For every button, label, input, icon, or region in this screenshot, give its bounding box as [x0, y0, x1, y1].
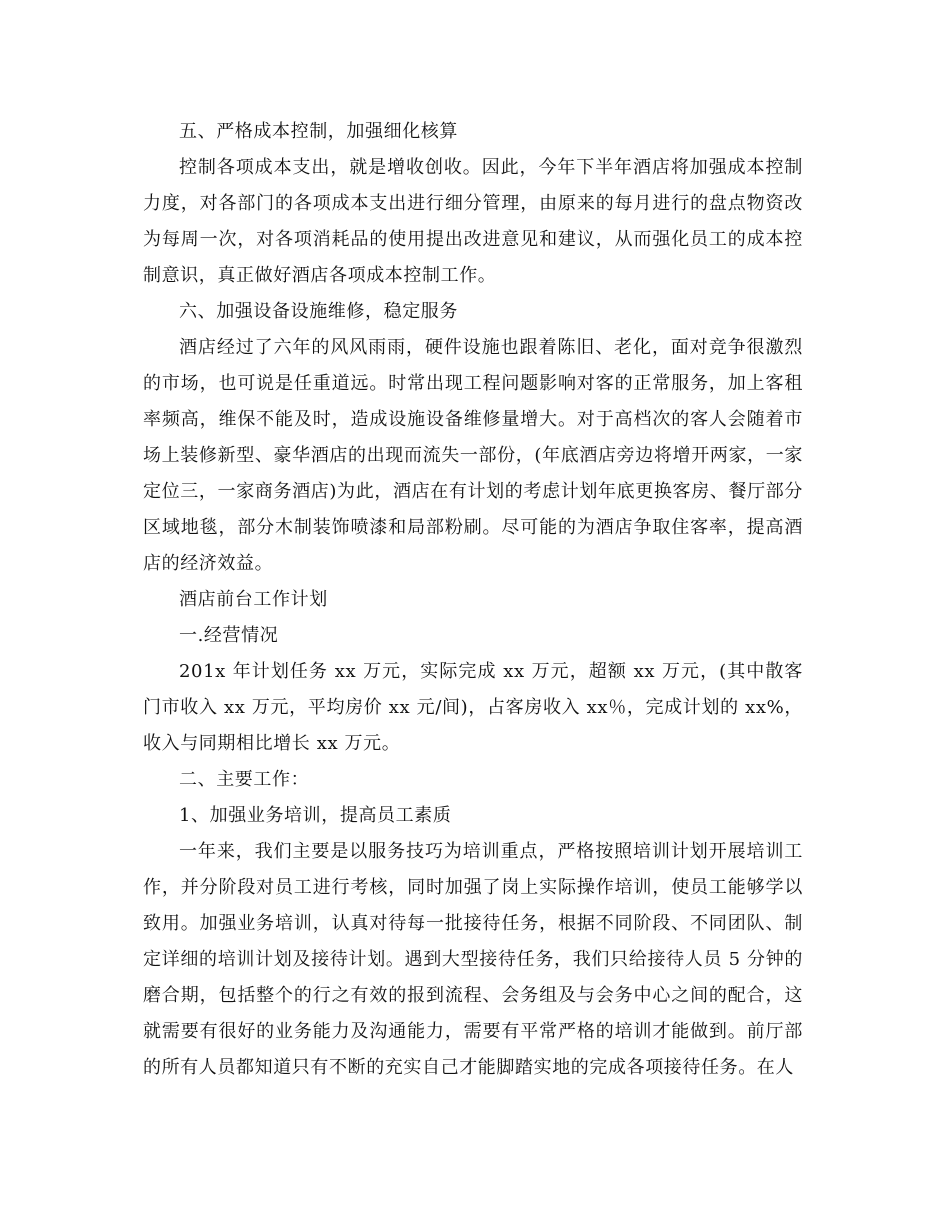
paragraph-equipment-maintenance: 酒店经过了六年的风风雨雨，硬件设施也跟着陈旧、老化，面对竞争很激烈的市场，也可说是任重道远。时常出现工程问题影响对客的正常服务，加上客租率频高，维保不能及时，造成设施设备维修量增大。对于高档次的客人会随着市场上装修新型、豪华酒店的出现而流失一部份，(年底酒店旁边将增开两家，一家定位三，一家商务酒店)为此，酒店在有计划的考虑计划年底更换客房、餐厅部分区域地毯，部分木制装饰喷漆和局部粉刷。尽可能的为酒店争取住客率，提高酒店的经济效益。	[143, 337, 803, 574]
paragraph-operations: 201x 年计划任务 xx 万元，实际完成 xx 万元，超额 xx 万元，(其中散客门市收入 xx 万元，平均房价 xx 元/间)，占客房收入 xx％，完成计划的 xx%，收入与同期相比增长 xx 万元。	[143, 661, 803, 754]
paragraph-cost-control: 控制各项成本支出，就是增收创收。因此，今年下半年酒店将加强成本控制力度，对各部门的各项成本支出进行细分管理，由原来的每月进行的盘点物资改为每周一次，对各项消耗品的使用提出改进意见和建议，从而强化员工的成本控制意识，真正做好酒店各项成本控制工作。	[143, 157, 803, 286]
section-heading-cost-control: 五、严格成本控制，加强细化核算	[179, 121, 458, 142]
paragraph-training: 一年来，我们主要是以服务技巧为培训重点，严格按照培训计划开展培训工作，并分阶段对员工进行考核，同时加强了岗上实际操作培训，使员工能够学以致用。加强业务培训，认真对待每一批接待任务，根据不同阶段、不同团队、制定详细的培训计划及接待计划。遇到大型接待任务，我们只给接待人员 5 分钟的磨合期，包括整个的行之有效的报到流程、会务组及与会务中心之间的配合，这就需要有很好的业务能力及沟通能力，需要有平常严格的培训才能做到。前厅部的所有人员都知道只有不断的充实自己才能脚踏实地的完成各项接待任务。在人	[143, 841, 803, 1078]
document-subtitle: 酒店前台工作计划	[179, 589, 328, 610]
section-heading-main-work: 二、主要工作：	[179, 769, 310, 790]
document-body	[143, 114, 803, 1086]
section-heading-operations: 一.经营情况	[179, 625, 279, 646]
subheading-training: 1、加强业务培训，提高员工素质	[179, 805, 452, 826]
section-heading-equipment-maintenance: 六、加强设备设施维修，稳定服务	[179, 301, 458, 322]
